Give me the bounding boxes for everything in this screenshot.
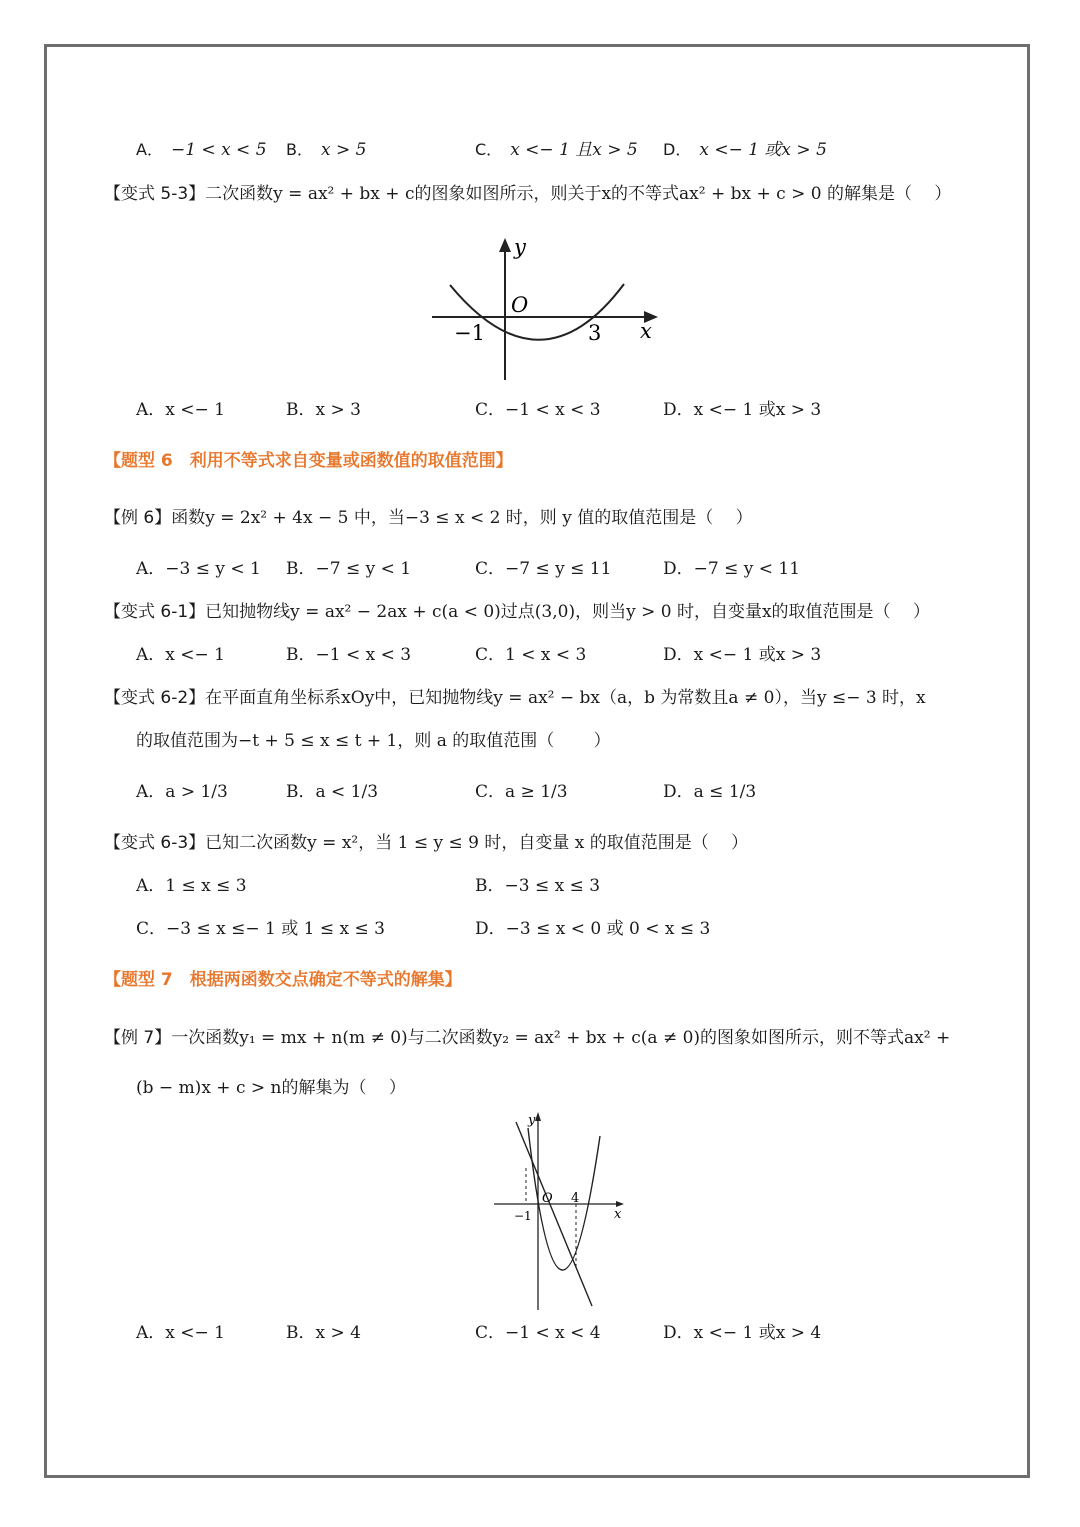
x-axis-label: x bbox=[640, 319, 652, 343]
mark-right-label: 4 bbox=[571, 1191, 580, 1206]
root-left-label: −1 bbox=[454, 321, 485, 345]
option-a: A．x <− 1 bbox=[136, 400, 225, 420]
option-d: D．x <− 1 或x > 3 bbox=[663, 645, 822, 665]
option-a: A． −1 < x < 5 bbox=[136, 140, 267, 160]
option-d: D． x <− 1 或x > 5 bbox=[663, 140, 827, 160]
mark-left-label: −1 bbox=[514, 1209, 532, 1223]
option-b: B．−7 ≤ y < 1 bbox=[286, 559, 412, 579]
origin-label: O bbox=[511, 293, 529, 317]
option-a: A．1 ≤ x ≤ 3 bbox=[136, 876, 247, 896]
question-5-3-stem: 【变式 5-3】二次函数y = ax² + bx + c的图象如图所示，则关于x的不等式ax² + bx + c > 0 的解集是（ ） bbox=[104, 184, 952, 204]
line-parabola-graph-7 bbox=[490, 1108, 630, 1314]
root-right-label: 3 bbox=[588, 321, 602, 345]
option-b: B．−3 ≤ x ≤ 3 bbox=[475, 876, 601, 896]
option-d: D．−3 ≤ x < 0 或 0 < x ≤ 3 bbox=[475, 919, 711, 939]
option-c: C．−3 ≤ x ≤− 1 或 1 ≤ x ≤ 3 bbox=[136, 919, 385, 939]
option-b: B．x > 3 bbox=[286, 400, 361, 420]
question-6-3-stem: 【变式 6-3】已知二次函数y = x²，当 1 ≤ y ≤ 9 时，自变量 x 的取值范围是（ ） bbox=[104, 833, 749, 853]
section-heading-6: 【题型 6 利用不等式求自变量或函数值的取值范围】 bbox=[104, 451, 513, 471]
parabola-graph-5-3 bbox=[420, 232, 670, 384]
y-axis-label: y bbox=[514, 235, 526, 259]
x-axis-label: x bbox=[614, 1207, 622, 1222]
option-b: B．x > 4 bbox=[286, 1323, 361, 1343]
option-a: A．x <− 1 bbox=[136, 645, 225, 665]
option-c: C．a ≥ 1/3 bbox=[475, 782, 568, 802]
option-b: B． x > 5 bbox=[286, 140, 367, 160]
option-a: A．−3 ≤ y < 1 bbox=[136, 559, 261, 579]
option-a: A．a > 1/3 bbox=[136, 782, 228, 802]
option-c: C．1 < x < 3 bbox=[475, 645, 587, 665]
section-heading-7: 【题型 7 根据两函数交点确定不等式的解集】 bbox=[104, 970, 462, 990]
option-d: D．x <− 1 或x > 3 bbox=[663, 400, 822, 420]
option-c: C．−1 < x < 3 bbox=[475, 400, 601, 420]
option-d: D．a ≤ 1/3 bbox=[663, 782, 757, 802]
question-6-2-stem-cont: 的取值范围为−t + 5 ≤ x ≤ t + 1，则 a 的取值范围（ ） bbox=[136, 731, 611, 751]
option-d: D．x <− 1 或x > 4 bbox=[663, 1323, 822, 1343]
y-axis-label: y bbox=[528, 1113, 536, 1128]
option-c: C．−7 ≤ y ≤ 11 bbox=[475, 559, 612, 579]
example-6-stem: 【例 6】函数y = 2x² + 4x − 5 中，当−3 ≤ x < 2 时，则 y 值的取值范围是（ ） bbox=[104, 508, 753, 528]
option-b: B．a < 1/3 bbox=[286, 782, 379, 802]
option-b: B．−1 < x < 3 bbox=[286, 645, 412, 665]
question-6-1-stem: 【变式 6-1】已知抛物线y = ax² − 2ax + c(a < 0)过点(3,0)，则当y > 0 时，自变量x的取值范围是（ ） bbox=[104, 602, 930, 622]
question-6-2-stem: 【变式 6-2】在平面直角坐标系xOy中，已知抛物线y = ax² − bx（a，b 为常数且a ≠ 0），当y ≤− 3 时，x bbox=[104, 688, 926, 708]
option-c: C． x <− 1 且x > 5 bbox=[475, 140, 638, 160]
example-7-stem-cont: (b − m)x + c > n的解集为（ ） bbox=[136, 1078, 406, 1098]
option-d: D．−7 ≤ y < 11 bbox=[663, 559, 801, 579]
example-7-stem: 【例 7】一次函数y₁ = mx + n(m ≠ 0)与二次函数y₂ = ax² + bx + c(a ≠ 0)的图象如图所示，则不等式ax² + bbox=[104, 1028, 951, 1048]
option-c: C．−1 < x < 4 bbox=[475, 1323, 601, 1343]
origin-label: O bbox=[542, 1191, 553, 1206]
option-a: A．x <− 1 bbox=[136, 1323, 225, 1343]
